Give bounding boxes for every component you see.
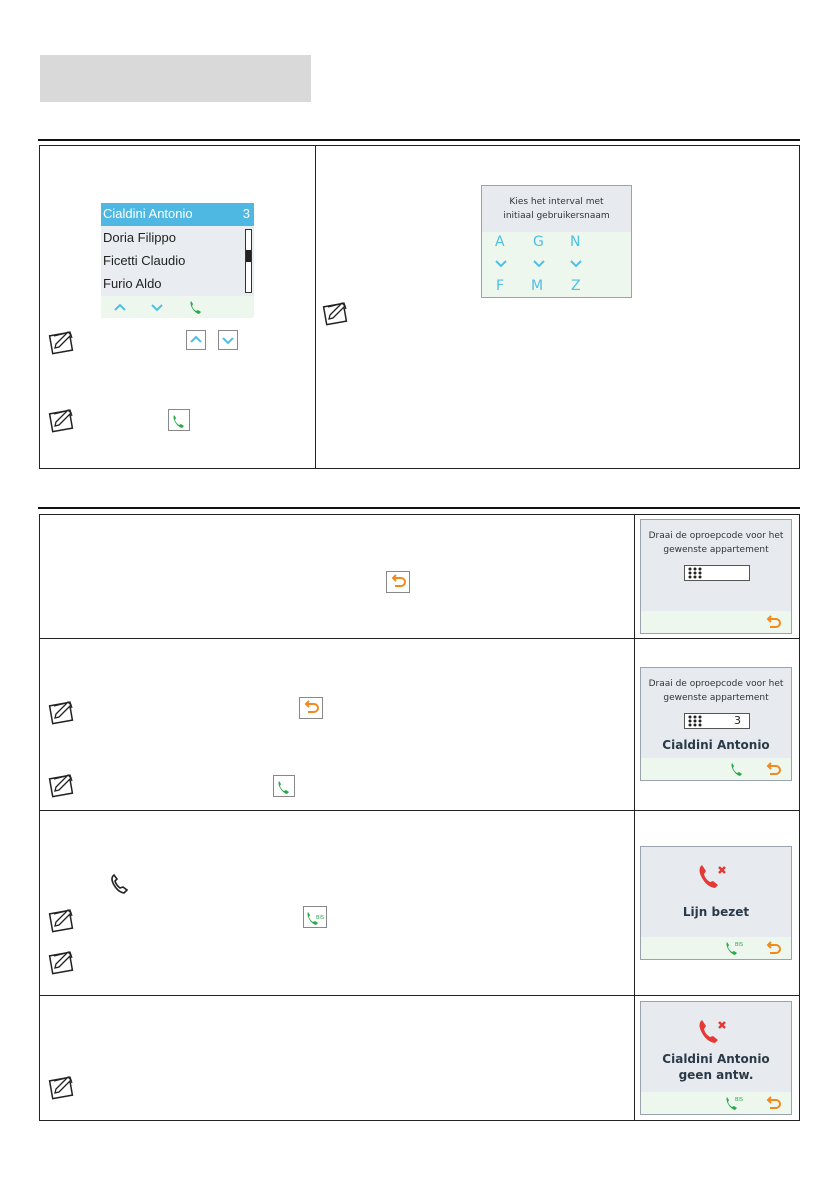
busy-screen — [640, 846, 792, 960]
arrow-down-button-ref — [218, 330, 238, 350]
range-from-label[interactable]: A — [495, 234, 505, 250]
list-screen-bar-icons — [101, 296, 254, 318]
bis-label: BIS — [735, 1097, 744, 1103]
call-failed-icon — [696, 1018, 732, 1046]
chevron-up-icon — [115, 305, 125, 310]
interval-screen — [481, 185, 632, 298]
table-row-divider — [39, 638, 800, 639]
range-to-label[interactable]: F — [496, 278, 505, 294]
code-input[interactable] — [684, 565, 750, 581]
range-from-label[interactable]: G — [533, 234, 544, 250]
list-item[interactable] — [101, 203, 254, 226]
section-header-box — [40, 55, 311, 102]
phone-icon — [169, 410, 189, 430]
dial-screen — [640, 519, 792, 634]
call-failed-icon — [696, 863, 732, 891]
dial-screen-bar — [641, 611, 791, 633]
list-item-name: Furio Aldo — [103, 276, 162, 291]
back-arrow-icon — [387, 572, 409, 592]
range-chevrons — [482, 258, 632, 270]
bis-label: BIS — [735, 942, 744, 948]
redial-phone-icon — [304, 907, 326, 927]
dial-title-line2: gewenste appartement — [663, 693, 769, 703]
range-from-label[interactable]: N — [570, 234, 581, 250]
busy-screen-bar-icons — [641, 937, 792, 959]
dial-title-line1: Draai de oproepcode voor het — [648, 679, 784, 689]
busy-screen-bar — [641, 937, 791, 959]
back-button-ref — [299, 697, 323, 719]
redial-button-ref — [303, 906, 327, 928]
list-item[interactable] — [101, 250, 244, 273]
dial-title-line1: Draai de oproepcode voor het — [648, 531, 784, 541]
table-row-divider — [39, 995, 800, 996]
note-icon — [44, 769, 78, 801]
note-icon — [44, 1071, 78, 1103]
note-icon — [44, 326, 78, 358]
dial-screen-bar — [641, 758, 791, 780]
list-item-name: Doria Filippo — [103, 230, 176, 245]
section-rule-top — [38, 139, 800, 141]
chevron-down-icon — [534, 261, 544, 266]
list-screen — [101, 203, 254, 318]
call-button-ref — [273, 775, 295, 797]
keypad-icon — [687, 566, 705, 580]
list-item[interactable] — [101, 273, 244, 296]
noanswer-message: geen antw. — [678, 1068, 754, 1082]
table-column-divider — [634, 514, 635, 1121]
dial-title — [641, 529, 791, 557]
back-button-ref — [386, 571, 410, 593]
svg-text:BIS: BIS — [316, 915, 325, 921]
note-icon — [44, 946, 78, 978]
chevron-down-icon — [219, 331, 237, 349]
interval-title-line2: initiaal gebruikersnaam — [503, 211, 610, 221]
code-value: 3 — [734, 714, 741, 727]
chevron-up-icon — [187, 331, 205, 349]
resident-name: Cialdini Antonio — [662, 738, 770, 752]
back-arrow-icon — [769, 1100, 780, 1108]
call-button-ref — [168, 409, 190, 431]
back-arrow-icon[interactable] — [641, 611, 792, 633]
phone-icon — [191, 300, 202, 314]
chevron-down-icon — [496, 261, 506, 266]
note-icon — [44, 904, 78, 936]
busy-message: Lijn bezet — [682, 905, 750, 919]
back-arrow-icon — [769, 945, 780, 953]
section-rule-bottom — [38, 507, 800, 509]
arrow-up-button-ref — [186, 330, 206, 350]
scrollbar[interactable] — [245, 229, 252, 293]
dial-screen-bar-icons — [641, 758, 792, 780]
phone-icon — [732, 762, 743, 776]
note-icon — [44, 404, 78, 436]
code-input[interactable] — [684, 713, 750, 729]
list-screen-bar — [101, 296, 254, 318]
noanswer-screen — [640, 1001, 792, 1115]
noanswer-screen-bar — [641, 1092, 791, 1114]
range-to-label[interactable]: Z — [571, 278, 581, 294]
back-arrow-icon — [300, 698, 322, 718]
chevron-down-icon — [571, 261, 581, 266]
back-arrow-icon — [769, 766, 780, 774]
scrollbar-thumb[interactable] — [246, 250, 251, 262]
list-item-name: Cialdini Antonio — [103, 206, 193, 221]
resident-name: Cialdini Antonio — [662, 1052, 770, 1066]
dial-title-line2: gewenste appartement — [663, 545, 769, 555]
range-to-label[interactable]: M — [531, 278, 544, 294]
list-item-name: Ficetti Claudio — [103, 253, 186, 268]
list-item[interactable] — [101, 227, 244, 250]
dial-screen-filled — [640, 667, 792, 781]
table-row-divider — [39, 810, 800, 811]
handset-outline-icon — [108, 872, 134, 896]
interval-title — [482, 195, 631, 223]
keypad-icon — [687, 714, 705, 728]
note-icon — [44, 696, 78, 728]
dial-title — [641, 677, 791, 705]
phone-icon — [274, 776, 294, 796]
noanswer-screen-bar-icons — [641, 1092, 792, 1114]
chevron-down-icon — [152, 305, 162, 310]
list-item-code: 3 — [242, 206, 250, 221]
interval-options — [482, 232, 631, 297]
note-icon — [318, 297, 352, 329]
interval-title-line1: Kies het interval met — [509, 197, 604, 207]
